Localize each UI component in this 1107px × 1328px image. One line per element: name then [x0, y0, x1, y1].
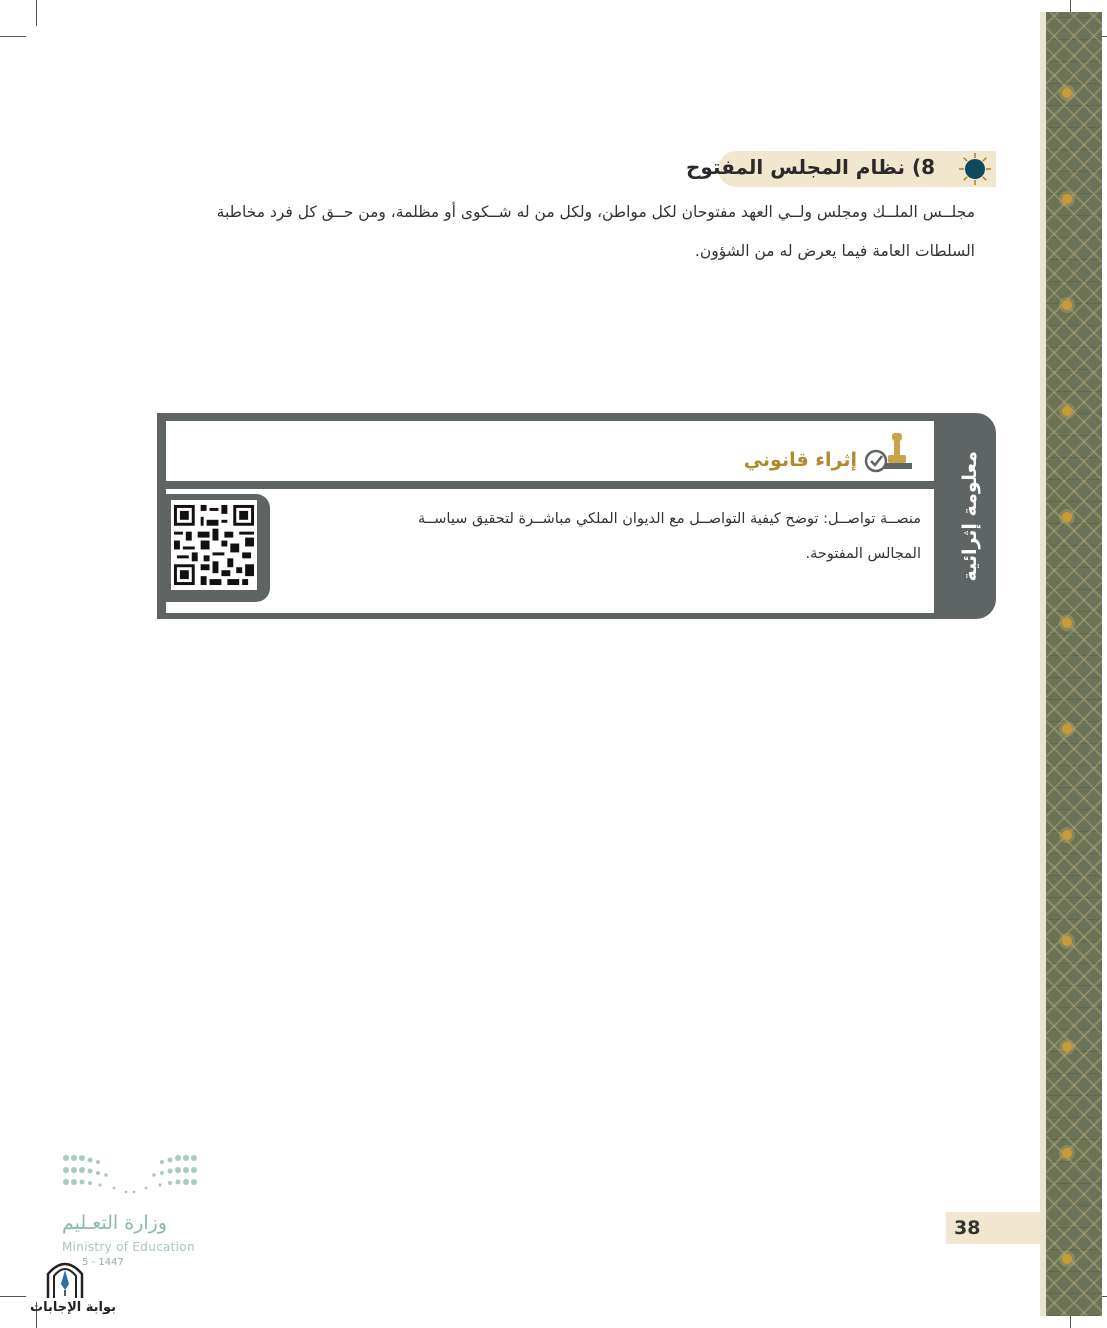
- strip-ornament: [1062, 936, 1072, 946]
- portal-gate-icon: [44, 1256, 86, 1300]
- strip-ornament: [1062, 724, 1072, 734]
- strip-ornament: [1062, 830, 1072, 840]
- strip-ornament: [1062, 618, 1072, 628]
- qr-code-icon: [171, 500, 257, 590]
- strip-ornament: [1062, 88, 1072, 98]
- page-number: 38: [954, 1217, 981, 1239]
- stamp-check-icon: [862, 431, 914, 473]
- enrichment-body-line: المجالس المفتوحة.: [805, 546, 921, 562]
- crop-mark: [36, 0, 37, 26]
- strip-ornament: [1062, 300, 1072, 310]
- ministry-year: 5 - 1447: [82, 1257, 124, 1268]
- paragraph-line: مجلــس الملــك ومجلس ولــي العهد مفتوحان لكل مواطن، ولكل من له شــكوى أو مظلمة، ومن حــق كل فرد مخاطبة: [216, 203, 975, 221]
- enrichment-body-line: منصــة تواصــل: توضح كيفية التواصــل مع الديوان الملكي مباشــرة لتحقيق سياســة: [418, 511, 921, 527]
- enrichment-side-label: معلومة إثرائية: [959, 450, 981, 582]
- ministry-name-ar: وزارة التعـليم: [62, 1212, 168, 1234]
- section-title: [686, 155, 935, 179]
- strip-ornament: [1062, 406, 1072, 416]
- section-title-text: نظام المجلس المفتوح: [685, 155, 905, 179]
- strip-ornament: [1062, 512, 1072, 522]
- enrichment-divider: [166, 481, 934, 489]
- strip-ornament: [1062, 1148, 1072, 1158]
- sun-badge-icon: [958, 152, 992, 186]
- ministry-logo-dots-icon: [60, 1152, 200, 1202]
- enrichment-title: إثراء قانوني: [743, 449, 857, 471]
- section-number: 8): [911, 155, 935, 179]
- qr-code[interactable]: [171, 500, 257, 590]
- ministry-name-en: Ministry of Education: [62, 1240, 195, 1254]
- crop-mark: [0, 36, 26, 37]
- strip-ornament: [1062, 1254, 1072, 1264]
- strip-ornament: [1062, 194, 1072, 204]
- crop-mark: [0, 1296, 26, 1297]
- enrichment-side-label-wrap: [944, 413, 996, 619]
- portal-label: بوابة الإجابات: [30, 1300, 116, 1315]
- decorative-border-strip: [1040, 12, 1102, 1316]
- strip-ornament: [1062, 1042, 1072, 1052]
- paragraph-line: السلطات العامة فيما يعرض له من الشؤون.: [694, 242, 975, 260]
